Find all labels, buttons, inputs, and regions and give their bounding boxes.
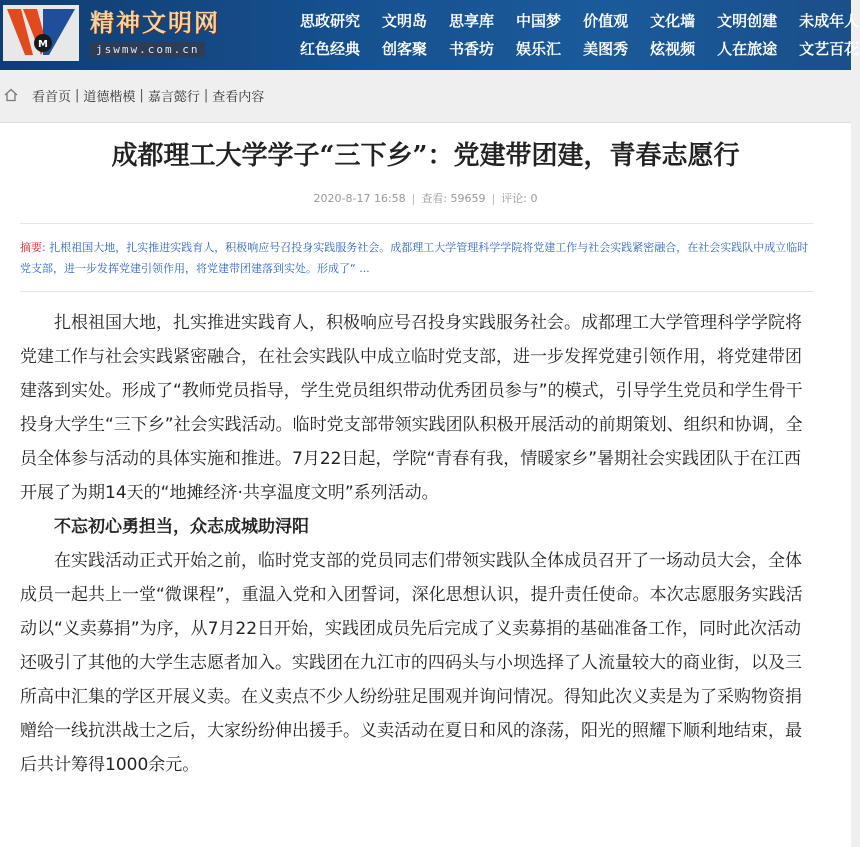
meta-separator: | xyxy=(411,192,416,205)
nav-link[interactable]: 娱乐汇 xyxy=(516,39,562,58)
summary-label: 摘要 xyxy=(20,241,42,254)
article-summary xyxy=(20,223,813,292)
nav-link[interactable]: 炫视频 xyxy=(650,39,696,58)
article-body xyxy=(20,306,813,782)
nav-row-2 xyxy=(300,34,860,62)
logo-title: 精神文明网 xyxy=(90,8,220,37)
breadcrumb-category[interactable]: 道德楷模 xyxy=(83,89,136,105)
nav-link[interactable]: 文明岛 xyxy=(382,11,428,30)
nav-link[interactable]: 中国梦 xyxy=(516,11,562,30)
nav-link[interactable]: 文化墙 xyxy=(650,11,696,30)
nav-link[interactable]: 思政研究 xyxy=(300,11,361,30)
breadcrumb-separator: | xyxy=(139,87,144,103)
nav-link[interactable]: 人在旅途 xyxy=(717,39,778,58)
nav-link[interactable]: 创客聚 xyxy=(382,39,428,58)
site-logo-text[interactable] xyxy=(90,8,240,57)
nav-link[interactable]: 文艺百花 xyxy=(799,39,860,58)
nav-link[interactable]: 美图秀 xyxy=(583,39,629,58)
article-title: 成都理工大学学子“三下乡”：党建带团建，青春志愿行 xyxy=(111,141,740,171)
breadcrumb-current: 查看内容 xyxy=(212,89,265,105)
breadcrumb-home[interactable]: 看首页 xyxy=(32,89,72,105)
nav-link[interactable]: 思享库 xyxy=(449,11,495,30)
article-paragraph: 在实践活动正式开始之前，临时党支部的党员同志们带领实践队全体成员召开了一场动员大会，全体成员一起共上一堂“微课程”，重温入党和入团誓词，深化思想认识，提升责任使命。本次志愿服务实践活动以“义卖募捐”为序，从7月22日开始，实践团成员先后完成了义卖募捐的基础准备工作，同时此次活动还吸引了其他的大学生志愿者加入。实践团在九江市的四码头与小坝选择了人流量较大的商业街，以及三所高中汇集的学区开展义卖。在义卖点不少人纷纷驻足围观并询问情况。得知此次义卖是为了采购物资捐赠给一线抗洪战士之后，大家纷纷伸出援手。义卖活动在夏日和风的涤荡，阳光的照耀下顺利地结束，最后共计筹得1000余元。 xyxy=(20,551,803,775)
article-meta xyxy=(0,190,851,206)
article-paragraph: 扎根祖国大地，扎实推进实践育人，积极响应号召投身实践服务社会。成都理工大学管理科学学院将党建工作与社会实践紧密融合，在社会实践队中成立临时党支部，进一步发挥党建引领作用，将党建带团建落到实处。形成了“教师党员指导，学生党员组织带动优秀团员参与”的模式，引导学生党员和学生骨干投身大学生“三下乡”社会实践活动。临时党支部带领实践团队积极开展活动的前期策划、组织和协调，全员全体参与活动的具体实施和推进。7月22日起，学院“青春有我，情暖家乡”暑期社会实践团队于在江西开展了为期14天的“地摊经济·共享温度文明”系列活动。 xyxy=(20,313,803,503)
summary-text: : 扎根祖国大地，扎实推进实践育人，积极响应号召投身实践服务社会。成都理工大学管理科学学院将党建工作与社会实践紧密融合，在社会实践队中成立临时党支部，进一步发挥党建引领作用，将党建带团建落到实处。形成了“ ... xyxy=(20,241,809,275)
site-header xyxy=(0,0,860,70)
home-icon[interactable] xyxy=(4,88,18,102)
breadcrumb xyxy=(0,70,851,120)
breadcrumb-subcategory[interactable]: 嘉言懿行 xyxy=(147,89,200,105)
article-views: 查看: 59659 xyxy=(421,192,486,205)
breadcrumb-separator: | xyxy=(203,87,209,103)
logo-domain: jswmw.com.cn xyxy=(90,42,205,57)
article xyxy=(0,122,851,847)
meta-separator: | xyxy=(491,192,496,205)
nav-link[interactable]: 文明创建 xyxy=(717,11,778,30)
nav-link[interactable]: 红色经典 xyxy=(300,39,361,58)
svg-text:M: M xyxy=(38,39,48,50)
nav-link[interactable]: 未成年人 xyxy=(799,11,860,30)
main-nav xyxy=(300,6,860,62)
nav-row-1 xyxy=(300,6,860,34)
article-comments[interactable]: 评论: 0 xyxy=(501,192,538,205)
breadcrumb-separator: | xyxy=(75,87,80,103)
article-subheading: 不忘初心勇担当，众志成城助浔阳 xyxy=(54,517,309,537)
nav-link[interactable]: 价值观 xyxy=(583,11,629,30)
article-date: 2020-8-17 16:58 xyxy=(313,192,406,205)
site-logo-icon[interactable] xyxy=(3,5,79,61)
nav-link[interactable]: 书香坊 xyxy=(449,39,495,58)
